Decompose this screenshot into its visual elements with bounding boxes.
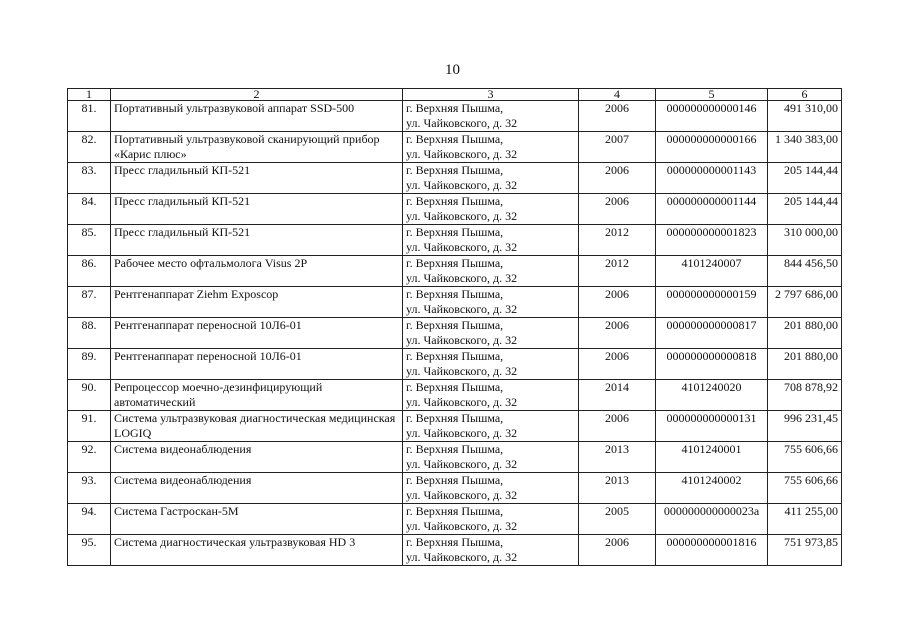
address-line: г. Верхняя Пышма, bbox=[406, 535, 504, 549]
row-number-text: 81. bbox=[81, 101, 97, 115]
inventory-number-cell bbox=[656, 473, 768, 504]
year-text: 2013 bbox=[605, 473, 629, 487]
address-line: г. Верхняя Пышма, bbox=[406, 411, 504, 425]
address-line: ул. Чайковского, д. 32 bbox=[406, 364, 518, 378]
cost-text: 411 255,00 bbox=[784, 504, 838, 518]
inventory-number-cell bbox=[656, 442, 768, 473]
inventory-number-text: 000000000001816 bbox=[666, 535, 757, 549]
address-cell bbox=[403, 318, 579, 349]
table-row bbox=[68, 504, 842, 535]
table-row bbox=[68, 380, 842, 411]
row-number-cell bbox=[68, 411, 111, 442]
year-text: 2005 bbox=[605, 504, 629, 518]
row-number-cell bbox=[68, 225, 111, 256]
inventory-number-text: 000000000000023а bbox=[663, 504, 760, 518]
row-number-cell bbox=[68, 473, 111, 504]
inventory-number-cell bbox=[656, 287, 768, 318]
item-name-text: Система диагностическая ультразвуковая HD 3 bbox=[114, 535, 356, 549]
row-number-text: 91. bbox=[81, 411, 97, 425]
inventory-number-text: 000000000000131 bbox=[666, 411, 757, 425]
cost-text: 201 880,00 bbox=[784, 349, 838, 363]
row-number-text: 82. bbox=[81, 132, 97, 146]
item-name-cell bbox=[111, 256, 403, 287]
address-line: ул. Чайковского, д. 32 bbox=[406, 488, 518, 502]
cost-cell bbox=[768, 535, 842, 566]
year-cell bbox=[579, 380, 656, 411]
address-line: ул. Чайковского, д. 32 bbox=[406, 426, 518, 440]
item-name-text: Пресс гладильный КП-521 bbox=[114, 225, 251, 239]
cost-text: 844 456,50 bbox=[784, 256, 838, 270]
cost-cell bbox=[768, 256, 842, 287]
item-name-cell bbox=[111, 163, 403, 194]
cost-cell bbox=[768, 349, 842, 380]
address-cell bbox=[403, 473, 579, 504]
item-name-text: Система видеонаблюдения bbox=[114, 442, 252, 456]
row-number-cell bbox=[68, 287, 111, 318]
row-number-text: 90. bbox=[81, 380, 97, 394]
row-number-cell bbox=[68, 318, 111, 349]
row-number-cell bbox=[68, 349, 111, 380]
header-row bbox=[68, 89, 842, 101]
inventory-table bbox=[67, 88, 842, 566]
address-line: ул. Чайковского, д. 32 bbox=[406, 395, 518, 409]
inventory-number-cell bbox=[656, 535, 768, 566]
row-number-text: 83. bbox=[81, 163, 97, 177]
address-line: г. Верхняя Пышма, bbox=[406, 349, 504, 363]
table-row bbox=[68, 287, 842, 318]
cost-text: 491 310,00 bbox=[784, 101, 838, 115]
cost-text: 201 880,00 bbox=[784, 318, 838, 332]
year-cell bbox=[579, 473, 656, 504]
year-cell bbox=[579, 287, 656, 318]
cost-text: 996 231,45 bbox=[784, 411, 838, 425]
cost-text: 755 606,66 bbox=[784, 473, 838, 487]
row-number-text: 88. bbox=[81, 318, 97, 332]
year-text: 2012 bbox=[605, 256, 629, 270]
row-number-text: 93. bbox=[81, 473, 97, 487]
row-number-cell bbox=[68, 504, 111, 535]
address-line: ул. Чайковского, д. 32 bbox=[406, 457, 518, 471]
address-line: ул. Чайковского, д. 32 bbox=[406, 333, 518, 347]
inventory-number-text: 4101240001 bbox=[681, 442, 742, 456]
cost-cell bbox=[768, 504, 842, 535]
address-line: г. Верхняя Пышма, bbox=[406, 287, 504, 301]
row-number-cell bbox=[68, 194, 111, 225]
cost-text: 205 144,44 bbox=[784, 163, 838, 177]
item-name-text: Рентгенаппарат переносной 10Л6-01 bbox=[114, 349, 302, 363]
year-cell bbox=[579, 411, 656, 442]
address-cell bbox=[403, 411, 579, 442]
item-name-cell bbox=[111, 132, 403, 163]
row-number-cell bbox=[68, 101, 111, 132]
year-cell bbox=[579, 442, 656, 473]
item-name-text: Портативный ультразвуковой сканирующий прибор «Карис плюс» bbox=[114, 132, 380, 161]
inventory-number-cell bbox=[656, 380, 768, 411]
column-header-5: 5 bbox=[656, 89, 768, 101]
table-row bbox=[68, 535, 842, 566]
address-line: г. Верхняя Пышма, bbox=[406, 225, 504, 239]
address-cell bbox=[403, 504, 579, 535]
address-line: ул. Чайковского, д. 32 bbox=[406, 240, 518, 254]
year-cell bbox=[579, 163, 656, 194]
item-name-cell bbox=[111, 442, 403, 473]
inventory-number-text: 000000000000818 bbox=[666, 349, 757, 363]
address-line: г. Верхняя Пышма, bbox=[406, 194, 504, 208]
address-line: г. Верхняя Пышма, bbox=[406, 318, 504, 332]
item-name-text: Рентгенаппарат Ziehm Exposcop bbox=[114, 287, 279, 301]
table-row bbox=[68, 349, 842, 380]
year-cell bbox=[579, 318, 656, 349]
year-cell bbox=[579, 535, 656, 566]
cost-cell bbox=[768, 225, 842, 256]
row-number-cell bbox=[68, 132, 111, 163]
inventory-number-text: 000000000000159 bbox=[666, 287, 757, 301]
item-name-cell bbox=[111, 318, 403, 349]
address-cell bbox=[403, 132, 579, 163]
inventory-number-text: 4101240007 bbox=[681, 256, 742, 270]
year-cell bbox=[579, 349, 656, 380]
address-line: г. Верхняя Пышма, bbox=[406, 380, 504, 394]
item-name-cell bbox=[111, 225, 403, 256]
year-cell bbox=[579, 194, 656, 225]
year-cell bbox=[579, 504, 656, 535]
cost-text: 1 340 383,00 bbox=[775, 132, 838, 146]
inventory-number-text: 000000000000817 bbox=[666, 318, 757, 332]
address-cell bbox=[403, 225, 579, 256]
address-cell bbox=[403, 194, 579, 225]
inventory-number-cell bbox=[656, 411, 768, 442]
column-header-6: 6 bbox=[768, 89, 842, 101]
item-name-text: Система ультразвуковая диагностическая медицинская LOGIQ bbox=[114, 411, 396, 440]
table-row bbox=[68, 163, 842, 194]
inventory-number-cell bbox=[656, 225, 768, 256]
row-number-cell bbox=[68, 442, 111, 473]
row-number-cell bbox=[68, 380, 111, 411]
cost-cell bbox=[768, 194, 842, 225]
cost-cell bbox=[768, 132, 842, 163]
cost-cell bbox=[768, 101, 842, 132]
column-header-4: 4 bbox=[579, 89, 656, 101]
item-name-text: Репроцессор моечно-дезинфицирующий автоматический bbox=[114, 380, 323, 409]
row-number-text: 89. bbox=[81, 349, 97, 363]
address-line: г. Верхняя Пышма, bbox=[406, 442, 504, 456]
item-name-cell bbox=[111, 101, 403, 132]
year-text: 2006 bbox=[605, 101, 629, 115]
inventory-number-cell bbox=[656, 318, 768, 349]
row-number-text: 94. bbox=[81, 504, 97, 518]
year-text: 2006 bbox=[605, 287, 629, 301]
address-line: г. Верхняя Пышма, bbox=[406, 132, 504, 146]
year-text: 2006 bbox=[605, 535, 629, 549]
address-cell bbox=[403, 442, 579, 473]
address-line: г. Верхняя Пышма, bbox=[406, 504, 504, 518]
item-name-text: Рентгенаппарат переносной 10Л6-01 bbox=[114, 318, 302, 332]
column-header-3: 3 bbox=[403, 89, 579, 101]
cost-text: 751 973,85 bbox=[784, 535, 838, 549]
row-number-text: 92. bbox=[81, 442, 97, 456]
table-row bbox=[68, 442, 842, 473]
address-cell bbox=[403, 287, 579, 318]
table-row bbox=[68, 101, 842, 132]
inventory-number-cell bbox=[656, 132, 768, 163]
table-row bbox=[68, 473, 842, 504]
address-line: г. Верхняя Пышма, bbox=[406, 473, 504, 487]
cost-text: 310 000,00 bbox=[784, 225, 838, 239]
address-cell bbox=[403, 101, 579, 132]
cost-cell bbox=[768, 442, 842, 473]
row-number-text: 87. bbox=[81, 287, 97, 301]
address-line: ул. Чайковского, д. 32 bbox=[406, 271, 518, 285]
cost-text: 205 144,44 bbox=[784, 194, 838, 208]
year-text: 2007 bbox=[605, 132, 629, 146]
item-name-text: Рабочее место офтальмолога Visus 2P bbox=[114, 256, 308, 270]
row-number-text: 84. bbox=[81, 194, 97, 208]
address-line: ул. Чайковского, д. 32 bbox=[406, 147, 518, 161]
item-name-cell bbox=[111, 349, 403, 380]
address-cell bbox=[403, 256, 579, 287]
address-line: ул. Чайковского, д. 32 bbox=[406, 209, 518, 223]
cost-cell bbox=[768, 318, 842, 349]
address-line: ул. Чайковского, д. 32 bbox=[406, 178, 518, 192]
item-name-cell bbox=[111, 473, 403, 504]
item-name-cell bbox=[111, 504, 403, 535]
address-line: ул. Чайковского, д. 32 bbox=[406, 302, 518, 316]
year-text: 2014 bbox=[605, 380, 629, 394]
row-number-cell bbox=[68, 535, 111, 566]
year-text: 2006 bbox=[605, 163, 629, 177]
cost-cell bbox=[768, 411, 842, 442]
cost-cell bbox=[768, 473, 842, 504]
inventory-number-cell bbox=[656, 194, 768, 225]
item-name-cell bbox=[111, 194, 403, 225]
column-header-2: 2 bbox=[111, 89, 403, 101]
year-cell bbox=[579, 225, 656, 256]
inventory-number-text: 4101240002 bbox=[681, 473, 742, 487]
row-number-cell bbox=[68, 256, 111, 287]
inventory-number-cell bbox=[656, 101, 768, 132]
row-number-text: 85. bbox=[81, 225, 97, 239]
inventory-number-text: 4101240020 bbox=[681, 380, 742, 394]
inventory-number-text: 000000000001823 bbox=[666, 225, 757, 239]
address-line: ул. Чайковского, д. 32 bbox=[406, 550, 518, 564]
item-name-cell bbox=[111, 380, 403, 411]
table-row bbox=[68, 132, 842, 163]
cost-text: 708 878,92 bbox=[784, 380, 838, 394]
year-cell bbox=[579, 101, 656, 132]
item-name-text: Система Гастроскан-5М bbox=[114, 504, 239, 518]
cost-cell bbox=[768, 380, 842, 411]
address-line: ул. Чайковского, д. 32 bbox=[406, 116, 518, 130]
year-text: 2013 bbox=[605, 442, 629, 456]
table-row bbox=[68, 225, 842, 256]
inventory-number-cell bbox=[656, 349, 768, 380]
cost-cell bbox=[768, 163, 842, 194]
column-header-1: 1 bbox=[68, 89, 111, 101]
cost-text: 755 606,66 bbox=[784, 442, 838, 456]
address-line: г. Верхняя Пышма, bbox=[406, 101, 504, 115]
inventory-number-text: 000000000000166 bbox=[666, 132, 757, 146]
inventory-number-text: 000000000001143 bbox=[666, 163, 757, 177]
item-name-cell bbox=[111, 411, 403, 442]
cost-text: 2 797 686,00 bbox=[775, 287, 838, 301]
row-number-cell bbox=[68, 163, 111, 194]
address-cell bbox=[403, 163, 579, 194]
cost-cell bbox=[768, 287, 842, 318]
table-row bbox=[68, 256, 842, 287]
year-text: 2012 bbox=[605, 225, 629, 239]
address-line: ул. Чайковского, д. 32 bbox=[406, 519, 518, 533]
address-cell bbox=[403, 349, 579, 380]
year-cell bbox=[579, 132, 656, 163]
item-name-cell bbox=[111, 535, 403, 566]
inventory-number-cell bbox=[656, 163, 768, 194]
year-text: 2006 bbox=[605, 318, 629, 332]
address-cell bbox=[403, 380, 579, 411]
item-name-text: Система видеонаблюдения bbox=[114, 473, 252, 487]
page-number: 10 bbox=[445, 62, 460, 78]
inventory-number-cell bbox=[656, 256, 768, 287]
inventory-number-text: 000000000000146 bbox=[666, 101, 757, 115]
row-number-text: 95. bbox=[81, 535, 97, 549]
year-cell bbox=[579, 256, 656, 287]
row-number-text: 86. bbox=[81, 256, 97, 270]
item-name-cell bbox=[111, 287, 403, 318]
inventory-number-cell bbox=[656, 504, 768, 535]
year-text: 2006 bbox=[605, 349, 629, 363]
table-row bbox=[68, 411, 842, 442]
address-line: г. Верхняя Пышма, bbox=[406, 163, 504, 177]
item-name-text: Пресс гладильный КП-521 bbox=[114, 163, 251, 177]
year-text: 2006 bbox=[605, 411, 629, 425]
item-name-text: Пресс гладильный КП-521 bbox=[114, 194, 251, 208]
address-cell bbox=[403, 535, 579, 566]
inventory-number-text: 000000000001144 bbox=[666, 194, 757, 208]
year-text: 2006 bbox=[605, 194, 629, 208]
table-row bbox=[68, 194, 842, 225]
table-row bbox=[68, 318, 842, 349]
address-line: г. Верхняя Пышма, bbox=[406, 256, 504, 270]
item-name-text: Портативный ультразвуковой аппарат SSD-500 bbox=[114, 101, 355, 115]
